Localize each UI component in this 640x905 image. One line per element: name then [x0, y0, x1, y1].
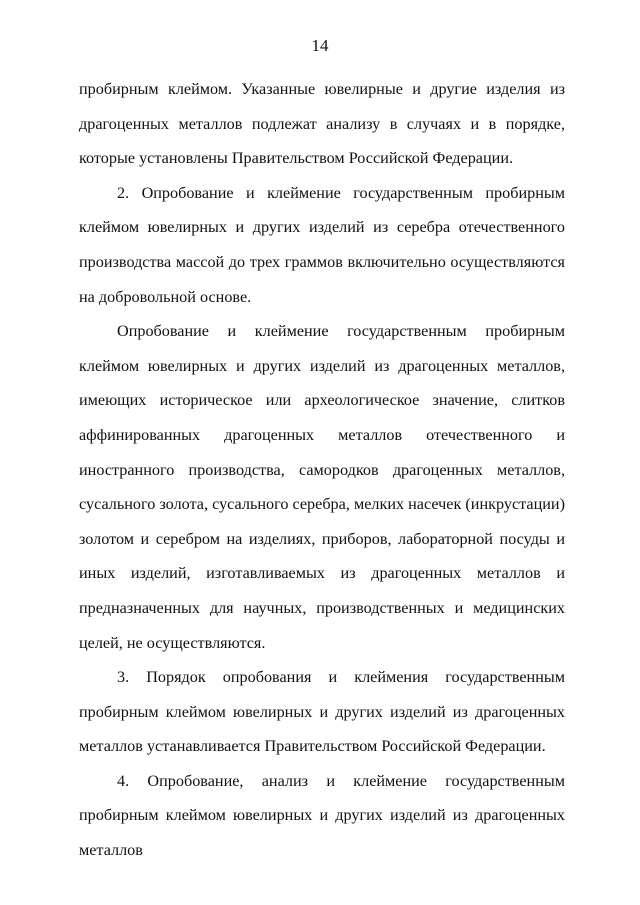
paragraph-exclusions: Опробование и клеймение государственным пробирным клеймом ювелирных и других изделий из драгоценных металлов, имеющих историческое или археологическое значение, слитков аффинированных драгоценных металлов отечественного и иностранного производства, самородков драгоценных металлов, сусального золота, сусального серебра, мелких насечек (инкрустации) золотом и серебром на изделиях, приборов, лабораторной посуды и иных изделий, изготавливаемых из драгоценных металлов и предназначенных для научных, производственных и медицинских целей, не осуществляются. [79, 322, 565, 652]
paragraph-item-2: 2. Опробование и клеймение государственным пробирным клеймом ювелирных и других изделий из серебра отечественного производства массой до трех граммов включительно осуществляются на добровольной основе. [79, 183, 565, 306]
page-number: 14 [311, 36, 329, 55]
document-body [79, 72, 565, 868]
paragraph-item-3: 3. Порядок опробования и клеймения государственным пробирным клеймом ювелирных и других изделий из драгоценных металлов устанавливается Правительством Российской Федерации. [79, 668, 565, 756]
paragraph-continuation: пробирным клеймом. Указанные ювелирные и другие изделия из драгоценных металлов подлежат анализу в случаях и в порядке, которые установлены Правительством Российской Федерации. [79, 80, 565, 168]
paragraph-item-4: 4. Опробование, анализ и клеймение государственным пробирным клеймом ювелирных и других изделий из драгоценных металлов [79, 771, 565, 860]
